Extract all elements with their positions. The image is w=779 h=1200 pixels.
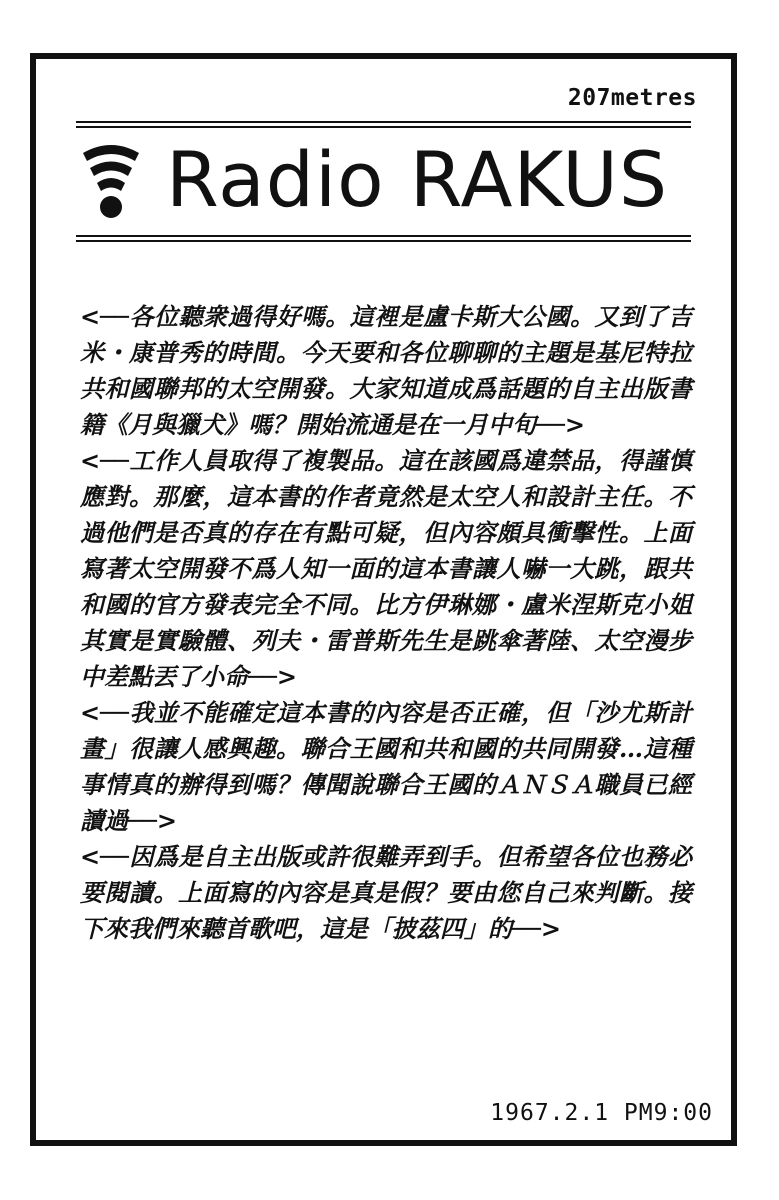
transcript-paragraph: <──我並不能確定這本書的內容是否正確，但「沙尤斯計畫」很讓人感興趣。聯合王國和共和國的共同開發…這種事情真的辦得到嗎？傳聞說聯合王國的ＡＮＳＡ職員已經讀過──> xyxy=(80,698,692,835)
masthead-bottom-rule xyxy=(76,235,691,242)
broadcast-transcript xyxy=(80,299,692,947)
transcript-paragraph: <──工作人員取得了複製品。這在該國爲違禁品，得謹慎應對。那麼，這本書的作者竟然是太空人和設計主任。不過他們是否真的存在有點可疑，但內容頗具衝擊性。上面寫著太空開發不爲人知一面的這本書讓人嚇一大跳，跟共和國的官方發表完全不同。比方伊琳娜・盧米涅斯克小姐其實是實驗體、列夫・雷普斯先生是跳傘著陸、太空漫步中差點丟了小命──> xyxy=(80,446,692,691)
transcript-paragraph: <──因爲是自主出版或許很難弄到手。但希望各位也務必要閱讀。上面寫的內容是真是假？要由您自己來判斷。接下來我們來聽首歌吧，這是「披茲四」的──> xyxy=(80,842,692,943)
masthead xyxy=(80,135,668,225)
radio-broadcast-icon xyxy=(80,139,142,221)
masthead-top-rule xyxy=(76,121,691,128)
broadcast-frame xyxy=(30,53,737,1146)
broadcast-timestamp: 1967.2.1 PM9:00 xyxy=(490,1100,713,1126)
station-name: Radio RAKUS xyxy=(166,135,669,224)
transcript-paragraph: <──各位聽衆過得好嗎。這裡是盧卡斯大公國。又到了吉米・康普秀的時間。今天要和各位聊聊的主題是基尼特拉共和國聯邦的太空開發。大家知道成爲話題的自主出版書籍《月與獵犬》嗎？開始流通是在一月中旬──> xyxy=(80,302,692,439)
frequency-label: 207metres xyxy=(567,85,697,111)
